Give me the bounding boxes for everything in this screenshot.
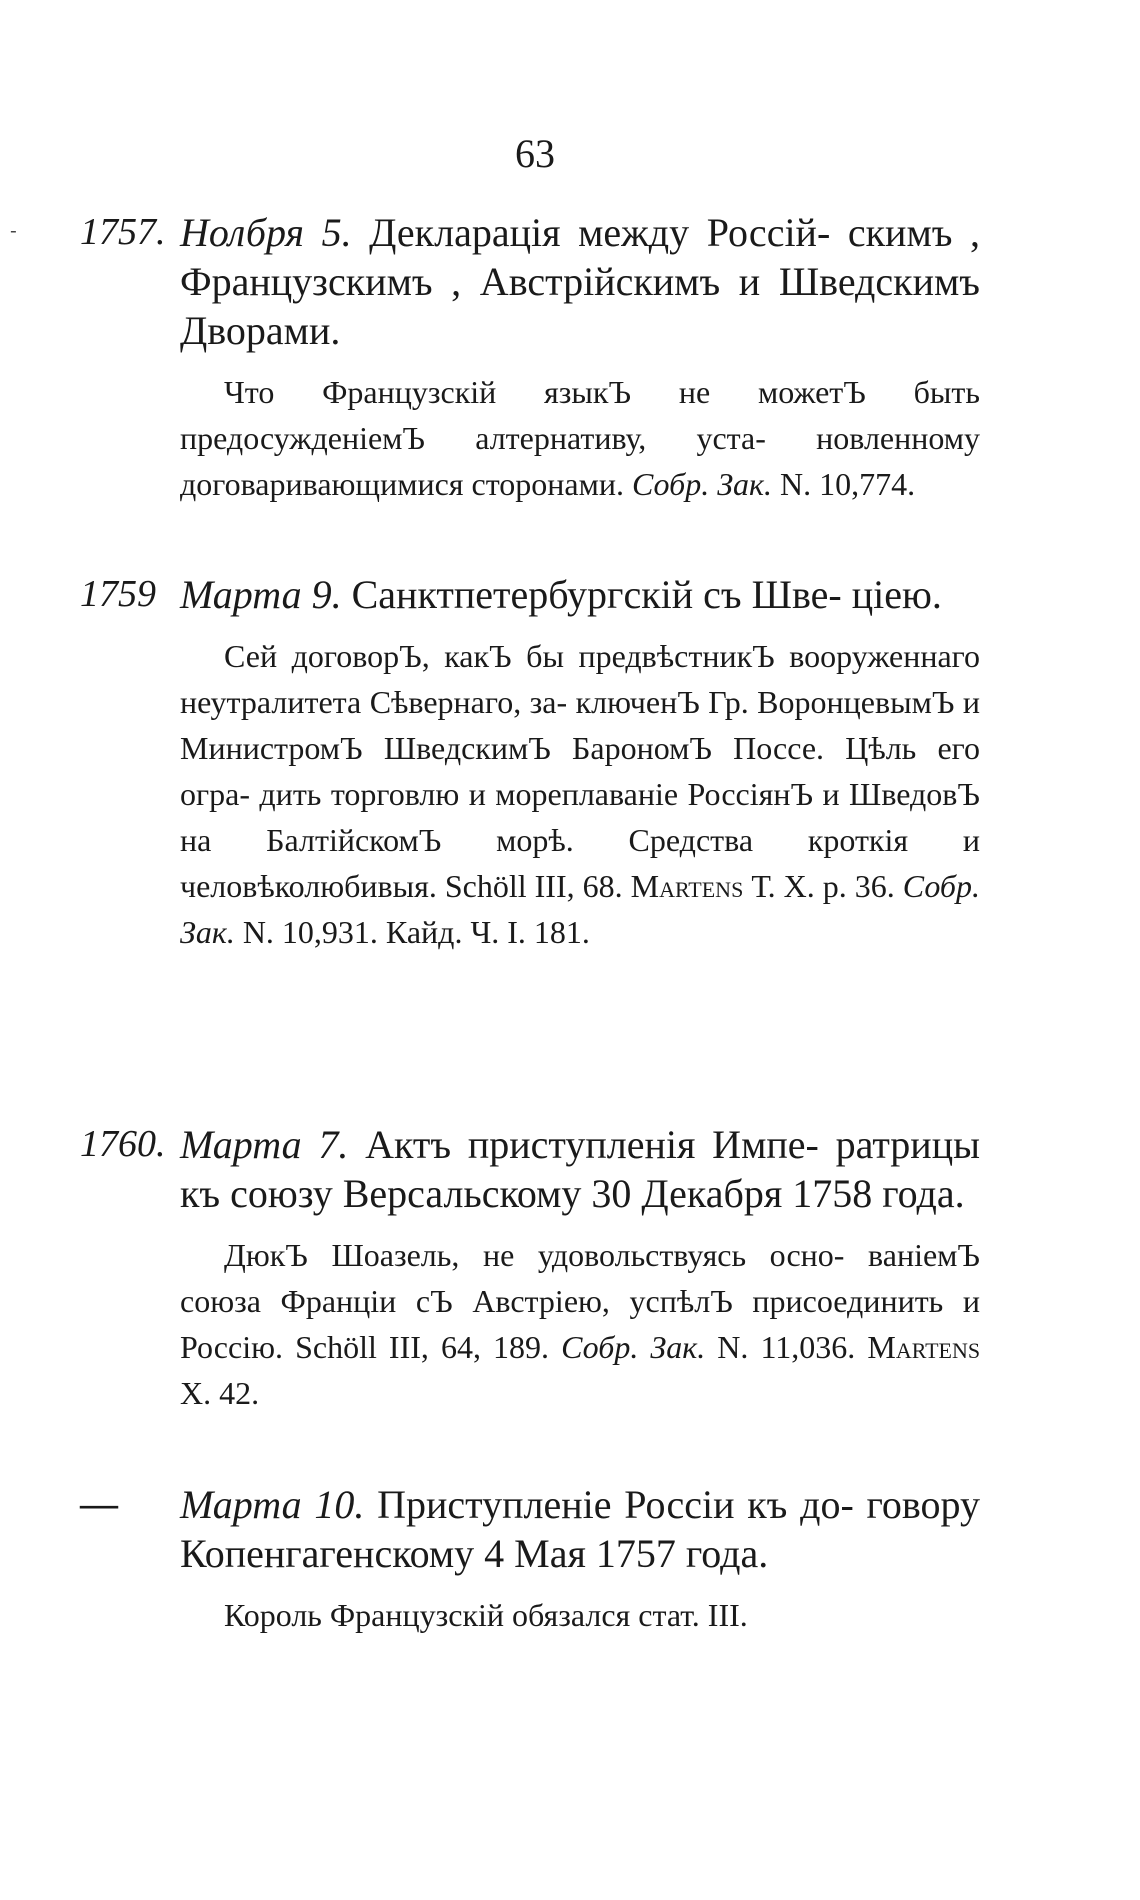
entry-heading bbox=[180, 1120, 980, 1218]
entry-year-dash: — bbox=[80, 1483, 118, 1525]
entry-heading bbox=[180, 1480, 980, 1578]
entry-year: 1760. bbox=[80, 1123, 166, 1165]
entry-1760 bbox=[80, 1120, 980, 1416]
entry-year: 1759 bbox=[80, 573, 156, 615]
entry-text: ДюкЪ Шоазель, не удовольствуясь осно- ваніемЪ союза Франціи сЪ Австріею, успѣлЪ присоединить и Россію. Schöll III, 64, 189. bbox=[180, 1237, 980, 1365]
entry-heading bbox=[180, 208, 980, 355]
entry-body bbox=[180, 1232, 980, 1416]
entry-text: Сей договорЪ, какЪ бы предвѣстникЪ вооруженнаго неутралитета Сѣвернаго, за- ключенЪ Гр. ВоронцевымЪ и МинистромЪ ШведскимЪ БарономЪ Поссе. Цѣль его огра- дить торговлю и мореплаваніе РоссіянЪ и ШведовЪ на БалтійскомЪ морѣ. Средства кроткія и человѣколюбивыя. Schöll III, 68. bbox=[180, 638, 980, 904]
entry-ref-number: N. 11,036. bbox=[717, 1329, 856, 1365]
entry-date: Марта 7. bbox=[180, 1122, 349, 1167]
entry-ref-author: Martens bbox=[630, 868, 744, 904]
entry-ref-volume: Т. X. р. 36. bbox=[751, 868, 895, 904]
entry-date: Марта 10. bbox=[180, 1482, 365, 1527]
margin-mark: - bbox=[10, 218, 17, 242]
entry-ref-number: N. 10,931. bbox=[242, 914, 378, 950]
entry-title: Актъ приступленія Импе- ратрицы къ союзу Версальскому 30 Декабря 1758 года. bbox=[180, 1122, 980, 1216]
entry-ref-number: N. 10,774. bbox=[780, 466, 916, 502]
entry-body bbox=[180, 369, 980, 507]
entry-ref: Собр. Зак. bbox=[180, 868, 980, 950]
entry-1760-march-10 bbox=[80, 1480, 980, 1638]
entry-ref: Собр. Зак. bbox=[631, 466, 772, 502]
page-number: 63 bbox=[515, 131, 555, 176]
entry-date: Нолбря 5. bbox=[180, 210, 352, 255]
entry-ref-tail: Кайд. Ч. I. 181. bbox=[385, 914, 590, 950]
entry-1759 bbox=[80, 570, 980, 955]
entry-title: Приступленіе Россіи къ до- говору Копенгагенскому 4 Мая 1757 года. bbox=[180, 1482, 981, 1576]
entry-text: Король Французскій обязался стат. III. bbox=[224, 1597, 748, 1633]
entry-year: 1757. bbox=[80, 211, 166, 253]
entry-date: Марта 9. bbox=[180, 572, 342, 617]
entry-1757 bbox=[80, 208, 980, 507]
entry-heading bbox=[180, 570, 980, 619]
entry-ref: Собр. Зак. bbox=[561, 1329, 706, 1365]
entry-title: Декларація между Россій- скимъ , Французскимъ , Австрійскимъ и Шведскимъ Дворами. bbox=[180, 210, 981, 353]
entry-body bbox=[180, 1592, 980, 1638]
entry-ref-author: Martens bbox=[867, 1329, 981, 1365]
entry-ref-volume: X. 42. bbox=[180, 1375, 260, 1411]
entry-body bbox=[180, 633, 980, 955]
entry-text: Что Французскій языкЪ не можетЪ быть предосужденіемЪ алтернативу, уста- новленному договаривающимися сторонами. bbox=[180, 374, 980, 502]
entry-title: Санктпетербургскій съ Шве- ціею. bbox=[351, 572, 942, 617]
